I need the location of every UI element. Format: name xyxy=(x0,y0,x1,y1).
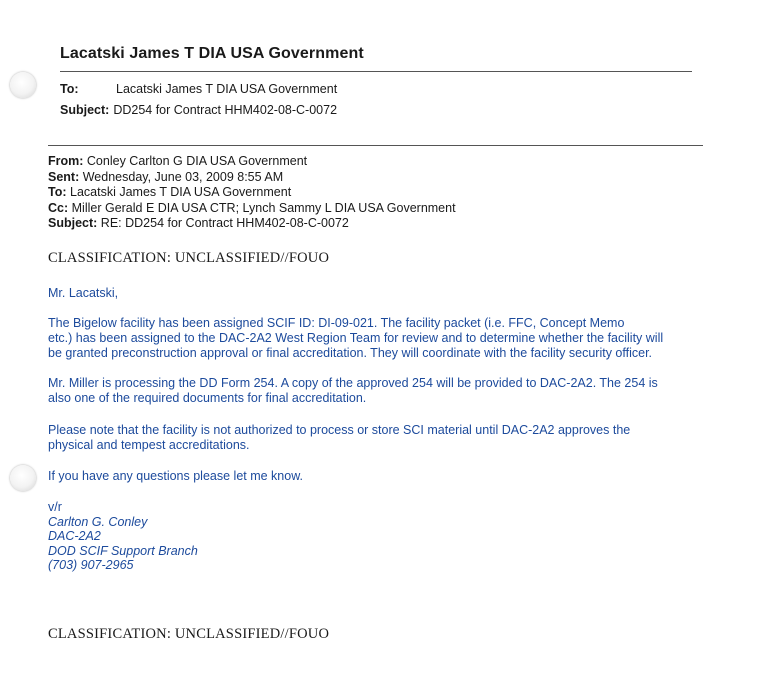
paragraph-authorization-note xyxy=(48,423,630,453)
paragraph-line: Mr. Miller is processing the DD Form 254. A copy of the approved 254 will be provided to DAC-2A2. The 254 is xyxy=(48,376,658,390)
meta-from-row xyxy=(48,154,456,170)
header-subject-label: Subject: xyxy=(60,103,110,117)
meta-sent-value: Wednesday, June 03, 2009 8:55 AM xyxy=(82,169,284,184)
meta-from-label: From: xyxy=(48,154,84,168)
classification-top: CLASSIFICATION: UNCLASSIFIED//FOUO xyxy=(48,250,330,266)
signature-office: DAC-2A2 xyxy=(48,529,101,544)
message-divider xyxy=(48,145,703,146)
punch-hole-top xyxy=(10,72,36,98)
meta-from-value: Conley Carlton G DIA USA Government xyxy=(86,154,308,168)
document-header-name: Lacatski James T DIA USA Government xyxy=(60,45,364,62)
header-subject-row xyxy=(60,103,337,117)
classification-bottom: CLASSIFICATION: UNCLASSIFIED//FOUO xyxy=(48,626,330,642)
paragraph-questions: If you have any questions please let me know. xyxy=(48,469,304,483)
signature-phone: (703) 907-2965 xyxy=(48,558,134,573)
meta-subject-label: Subject: xyxy=(48,216,98,231)
header-to-label: To: xyxy=(60,82,79,96)
header-divider xyxy=(60,71,692,72)
signature-branch: DOD SCIF Support Branch xyxy=(48,543,198,558)
paragraph-line: etc.) has been assigned to the DAC-2A2 West Region Team for review and to determine whether the facility will xyxy=(48,331,664,345)
paragraph-line: also one of the required documents for final accreditation. xyxy=(48,391,367,405)
paragraph-line: Please note that the facility is not authorized to process or store SCI material until DAC-2A2 approves the xyxy=(48,423,631,437)
meta-sent-row xyxy=(48,170,456,186)
paragraph-line: physical and tempest accreditations. xyxy=(48,438,250,452)
message-meta xyxy=(48,154,456,232)
meta-subject-value: RE: DD254 for Contract HHM402-08-C-0072 xyxy=(100,216,349,231)
paragraph-line: be granted preconstruction approval or final accreditation. They will coordinate with the facility security officer. xyxy=(48,346,653,360)
punch-hole-bottom xyxy=(10,465,36,491)
meta-cc-label: Cc: xyxy=(48,200,69,215)
salutation: Mr. Lacatski, xyxy=(48,286,119,300)
signature-block xyxy=(48,500,198,573)
paragraph-scif-assignment xyxy=(48,316,663,361)
meta-to-value: Lacatski James T DIA USA Government xyxy=(70,185,292,200)
meta-cc-value: Miller Gerald E DIA USA CTR; Lynch Sammy L DIA USA Government xyxy=(71,200,456,215)
paragraph-dd-form xyxy=(48,376,658,406)
signature-name: Carlton G. Conley xyxy=(48,514,148,529)
header-to-value: Lacatski James T DIA USA Government xyxy=(116,82,338,96)
meta-sent-label: Sent: xyxy=(48,169,80,184)
meta-subject-row xyxy=(48,216,456,232)
paragraph-line: The Bigelow facility has been assigned SCIF ID: DI-09-021. The facility packet (i.e. FFC, Concept Memo xyxy=(48,316,625,330)
meta-to-label: To: xyxy=(48,185,67,200)
header-to-row xyxy=(60,82,337,96)
meta-to-row xyxy=(48,185,456,201)
header-subject-value: DD254 for Contract HHM402-08-C-0072 xyxy=(113,103,338,117)
signature-closing: v/r xyxy=(48,500,62,514)
meta-cc-row xyxy=(48,201,456,217)
